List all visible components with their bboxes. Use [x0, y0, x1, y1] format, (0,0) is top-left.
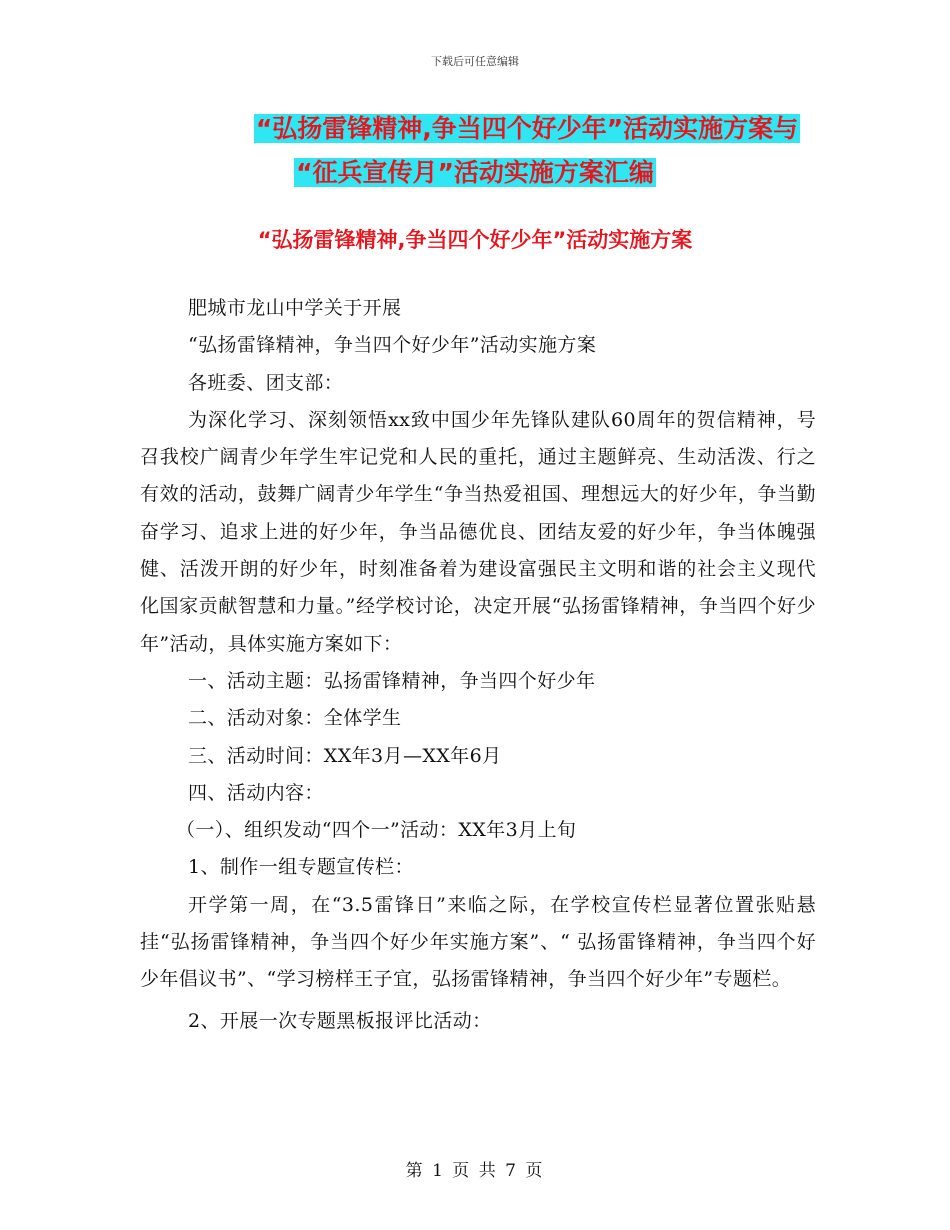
page-footer: 第 1 页 共 7 页: [405, 1161, 545, 1181]
item-target: 二、活动对象：全体学生: [188, 707, 402, 730]
item-theme: 一、活动主题：弘扬雷锋精神，争当四个好少年: [188, 669, 596, 692]
school-line: 肥城市龙山中学关于开展: [188, 297, 402, 319]
main-title-line2-text: “征兵宣传月”活动实施方案汇编: [296, 158, 654, 187]
section-title: “弘扬雷锋精神,争当四个好少年”活动实施方案: [257, 228, 693, 252]
point-1-text: 开学第一周，在“3.5雷锋日”来临之际，在学校宣传栏显著位置张贴悬挂“弘扬雷锋精神，争当四个好少年实施方案”、“ 弘扬雷锋精神，争当四个好少年倡议书”、“学习榜样王子宜，弘扬雷锋精神，争当四个好少年”专题栏。: [140, 893, 816, 991]
salutation: 各班委、团支部：: [188, 371, 344, 394]
doc-title: “弘扬雷锋精神，争当四个好少年”活动实施方案: [188, 334, 597, 357]
point-2: 2、开展一次专题黑板报评比活动：: [188, 1009, 492, 1032]
sub-item-1: （一）、组织发动“四个一”活动：XX年3月上旬: [176, 819, 577, 842]
item-content: 四、活动内容：: [188, 781, 324, 804]
main-title-line2: [0, 155, 950, 191]
main-title-line1-text: “弘扬雷锋精神,争当四个好少年”活动实施方案与: [255, 114, 799, 143]
point-1: 1、制作一组专题宣传栏：: [188, 856, 414, 879]
document-body: [140, 290, 816, 1040]
main-title-line1: [52, 111, 950, 147]
item-time: 三、活动时间：XX年3月—XX年6月: [188, 744, 502, 767]
header-note: 下载后可任意编辑: [431, 55, 519, 68]
intro-paragraph: 为深化学习、深刻领悟xx致中国少年先锋队建队60周年的贺信精神，号召我校广阔青少年学生牢记党和人民的重托，通过主题鲜亮、生动活泼、行之有效的活动，鼓舞广阔青少年学生“争当热爱祖国、理想远大的好少年，争当勤奋学习、追求上进的好少年，争当品德优良、团结友爱的好少年，争当体魄强健、活泼开朗的好少年，时刻准备着为建设富强民主文明和谐的社会主义现代化国家贡献智慧和力量。”经学校讨论，决定开展“弘扬雷锋精神，争当四个好少年”活动，具体实施方案如下：: [140, 408, 816, 655]
